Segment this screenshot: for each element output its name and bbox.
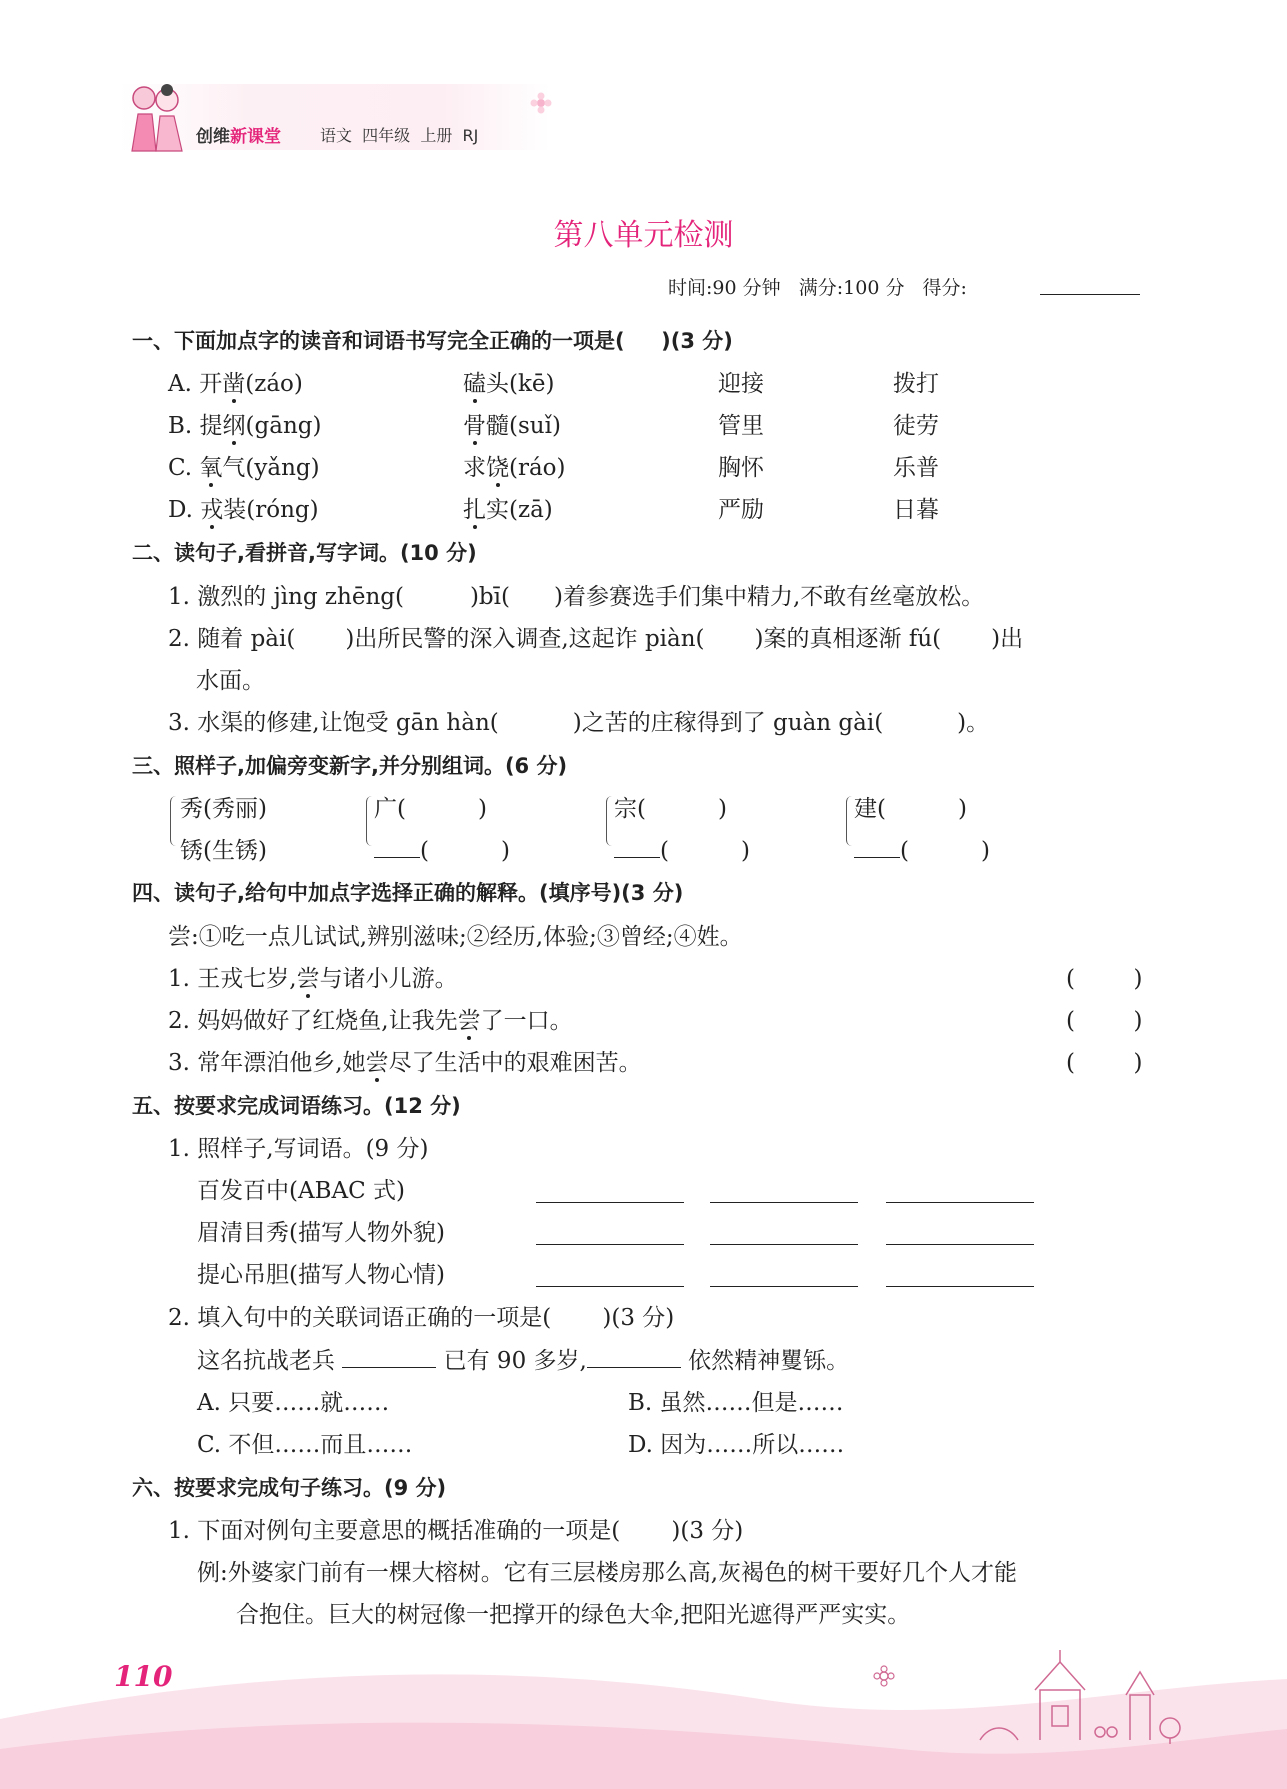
q5-option-b[interactable]: B. 虽然……但是…… — [628, 1390, 844, 1416]
q5-line-3c[interactable] — [886, 1286, 1034, 1287]
q4-item-2: 2. 妈妈做好了红烧鱼,让我先尝了一口。 — [168, 1008, 573, 1034]
score-blank[interactable] — [1040, 294, 1140, 295]
q6-sub-1: 1. 下面对例句主要意思的概括准确的一项是( )(3 分) — [168, 1518, 744, 1544]
q5-line-1b[interactable] — [710, 1202, 858, 1203]
q5-line-3b[interactable] — [710, 1286, 858, 1287]
page-number: 110 — [114, 1660, 173, 1693]
q4-heading: 四、读句子,给句中加点字选择正确的解释。(填序号)(3 分) — [132, 881, 684, 905]
q1-row-b-w3: 管里 — [718, 413, 764, 439]
q2-sentence-2-cont: 水面。 — [196, 668, 265, 694]
q1-row-b-w2: 骨髓(suǐ) — [463, 413, 561, 439]
q5-line-2a[interactable] — [536, 1244, 684, 1245]
q4-definition: 尝:①吃一点儿试试,辨别滋味;②经历,体验;③曾经;④姓。 — [168, 924, 743, 950]
q5-example-3: 提心吊胆(描写人物心情) — [197, 1262, 445, 1288]
q1-row-a-w2: 磕头(kē) — [463, 371, 555, 397]
q5-sub-1: 1. 照样子,写词语。(9 分) — [168, 1136, 429, 1162]
q6-heading: 六、按要求完成句子练习。(9 分) — [132, 1476, 447, 1500]
q3-char-2: 宗( ) — [614, 796, 727, 822]
q4-answer-1[interactable]: ( ) — [1066, 966, 1143, 992]
q5-line-1a[interactable] — [536, 1202, 684, 1203]
castle-drawing-icon — [960, 1640, 1190, 1750]
q1-heading: 一、下面加点字的读音和词语书写完全正确的一项是( )(3 分) — [132, 329, 733, 353]
q3-answer-1[interactable]: ( ) — [374, 840, 510, 863]
cartoon-kids-icon — [122, 76, 192, 156]
q3-char-1: 广( ) — [374, 796, 487, 822]
q5-sentence: 这名抗战老兵 已有 90 多岁, 依然精神矍铄。 — [197, 1348, 850, 1374]
q5-line-2b[interactable] — [710, 1244, 858, 1245]
q3-heading: 三、照样子,加偏旁变新字,并分别组词。(6 分) — [132, 754, 568, 778]
q3-answer-2[interactable]: ( ) — [614, 840, 750, 863]
q1-row-b-w1: B. 提纲(gāng) — [168, 413, 322, 439]
q1-row-d-w3: 严励 — [718, 497, 764, 523]
q2-heading: 二、读句子,看拼音,写字词。(10 分) — [132, 541, 477, 565]
flower-icon — [530, 92, 552, 114]
q5-option-c[interactable]: C. 不但……而且…… — [197, 1432, 413, 1458]
brace-example — [170, 796, 179, 846]
q1-row-c-w3: 胸怀 — [718, 455, 764, 481]
q1-row-d-w2: 扎实(zā) — [463, 497, 553, 523]
q1-row-d-w1: D. 戎装(róng) — [168, 497, 319, 523]
q4-item-1: 1. 王戎七岁,尝与诸小儿游。 — [168, 966, 458, 992]
q5-line-2c[interactable] — [886, 1244, 1034, 1245]
header-subject: 语文 四年级 上册 RJ — [320, 126, 479, 145]
q1-row-d-w4: 日暮 — [893, 497, 939, 523]
small-flower-icon — [872, 1664, 896, 1688]
q1-row-c-w2: 求饶(ráo) — [463, 455, 566, 481]
page-title: 第八单元检测 — [553, 218, 734, 253]
q4-item-3: 3. 常年漂泊他乡,她尝尽了生活中的艰难困苦。 — [168, 1050, 642, 1076]
q1-row-a-w1: A. 开凿(záo) — [168, 371, 303, 397]
q5-line-3a[interactable] — [536, 1286, 684, 1287]
brand-name: 创维新课堂 — [196, 127, 281, 147]
q3-answer-3[interactable]: ( ) — [854, 840, 990, 863]
q6-example-line-1: 例:外婆家门前有一棵大榕树。它有三层楼房那么高,灰褐色的树干要好几个人才能 — [197, 1560, 1018, 1586]
q3-example-bottom: 锈(生锈) — [180, 838, 267, 864]
q2-sentence-2: 2. 随着 pài( )出所民警的深入调查,这起诈 piàn( )案的真相逐渐 fú( )出 — [168, 626, 1024, 652]
q5-line-1c[interactable] — [886, 1202, 1034, 1203]
q1-row-b-w4: 徒劳 — [893, 413, 939, 439]
exam-meta: 时间:90 分钟 满分:100 分 得分: — [668, 277, 967, 299]
q2-sentence-1: 1. 激烈的 jìng zhēng( )bī( )着参赛选手们集中精力,不敢有丝毫放松。 — [168, 584, 985, 610]
q2-sentence-3: 3. 水渠的修建,让饱受 gān hàn( )之苦的庄稼得到了 guàn gài( )。 — [168, 710, 990, 736]
q5-example-1: 百发百中(ABAC 式) — [197, 1178, 405, 1204]
q5-option-d[interactable]: D. 因为……所以…… — [628, 1432, 845, 1458]
q1-row-a-w4: 拨打 — [893, 371, 939, 397]
q3-char-3: 建( ) — [854, 796, 967, 822]
q1-row-c-w1: C. 氧气(yǎng) — [168, 455, 320, 481]
q6-example-line-2: 合抱住。巨大的树冠像一把撑开的绿色大伞,把阳光遮得严严实实。 — [236, 1602, 911, 1628]
q5-option-a[interactable]: A. 只要……就…… — [197, 1390, 390, 1416]
q4-answer-3[interactable]: ( ) — [1066, 1050, 1143, 1076]
q5-sub-2: 2. 填入句中的关联词语正确的一项是( )(3 分) — [168, 1305, 675, 1331]
q5-heading: 五、按要求完成词语练习。(12 分) — [132, 1094, 461, 1118]
q3-example-top: 秀(秀丽) — [180, 796, 267, 822]
q1-row-a-w3: 迎接 — [718, 371, 764, 397]
q1-row-c-w4: 乐普 — [893, 455, 939, 481]
q5-example-2: 眉清目秀(描写人物外貌) — [197, 1220, 445, 1246]
q4-answer-2[interactable]: ( ) — [1066, 1008, 1143, 1034]
